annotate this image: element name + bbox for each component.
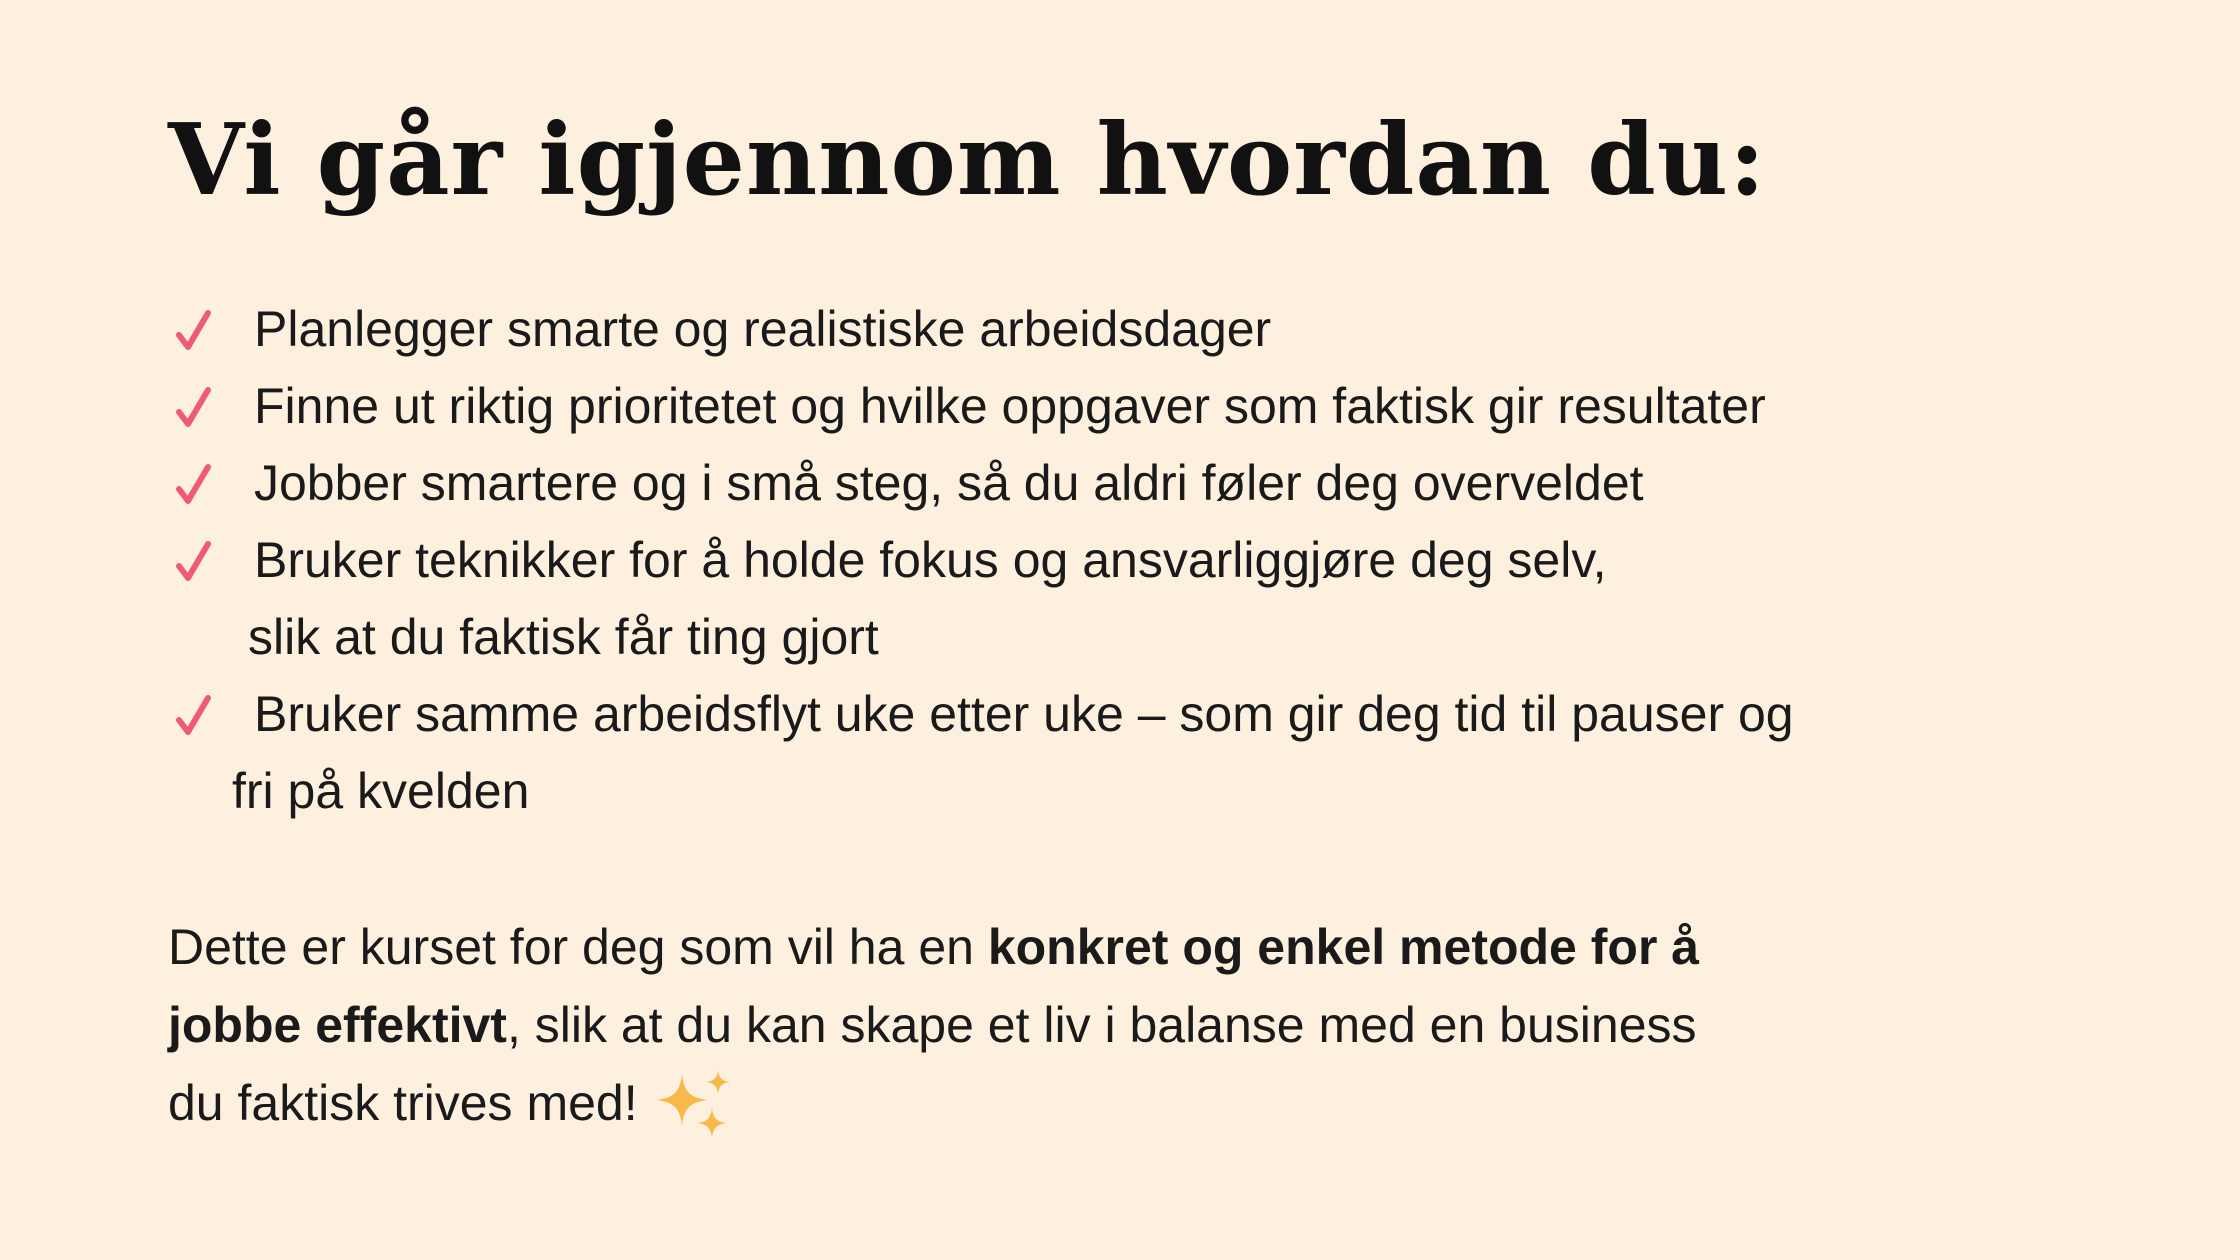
checkmark-icon — [176, 694, 212, 738]
list-item-text: Planlegger smarte og realistiske arbeidsdager — [254, 301, 1272, 357]
list-item — [172, 676, 2172, 830]
checkmark-icon — [176, 540, 212, 584]
list-item — [172, 522, 2172, 676]
checkmark-icon — [176, 309, 212, 353]
list-item-continuation: slik at du faktisk får ting gjort — [248, 609, 879, 665]
list-item-continuation: fri på kvelden — [232, 763, 530, 819]
list-item-text: Bruker teknikker for å holde fokus og ansvarliggjøre deg selv, — [254, 532, 1607, 588]
paragraph-emphasis: konkret og enkel metode for å — [987, 919, 1700, 975]
closing-paragraph — [168, 908, 2128, 1142]
list-item — [172, 291, 2172, 368]
list-item — [172, 368, 2172, 445]
paragraph-emphasis: jobbe effektivt — [168, 997, 507, 1053]
page-title: Vi går igjennom hvordan du: — [168, 103, 1767, 218]
checkmark-icon — [176, 463, 212, 507]
list-item-text: Bruker samme arbeidsflyt uke etter uke – som gir deg tid til pauser og — [254, 686, 1794, 742]
paragraph-text: du faktisk trives med! — [168, 1075, 638, 1131]
paragraph-text: Dette er kurset for deg som vil ha en — [168, 919, 988, 975]
paragraph-text: , slik at du kan skape et liv i balanse med en business — [506, 997, 1697, 1053]
checklist — [172, 291, 2172, 830]
sparkles-icon — [652, 1062, 744, 1142]
list-item-text: Finne ut riktig prioritetet og hvilke oppgaver som faktisk gir resultater — [254, 378, 1766, 434]
checkmark-icon — [176, 386, 212, 430]
list-item — [172, 445, 2172, 522]
list-item-text: Jobber smartere og i små steg, så du aldri føler deg overveldet — [254, 455, 1644, 511]
